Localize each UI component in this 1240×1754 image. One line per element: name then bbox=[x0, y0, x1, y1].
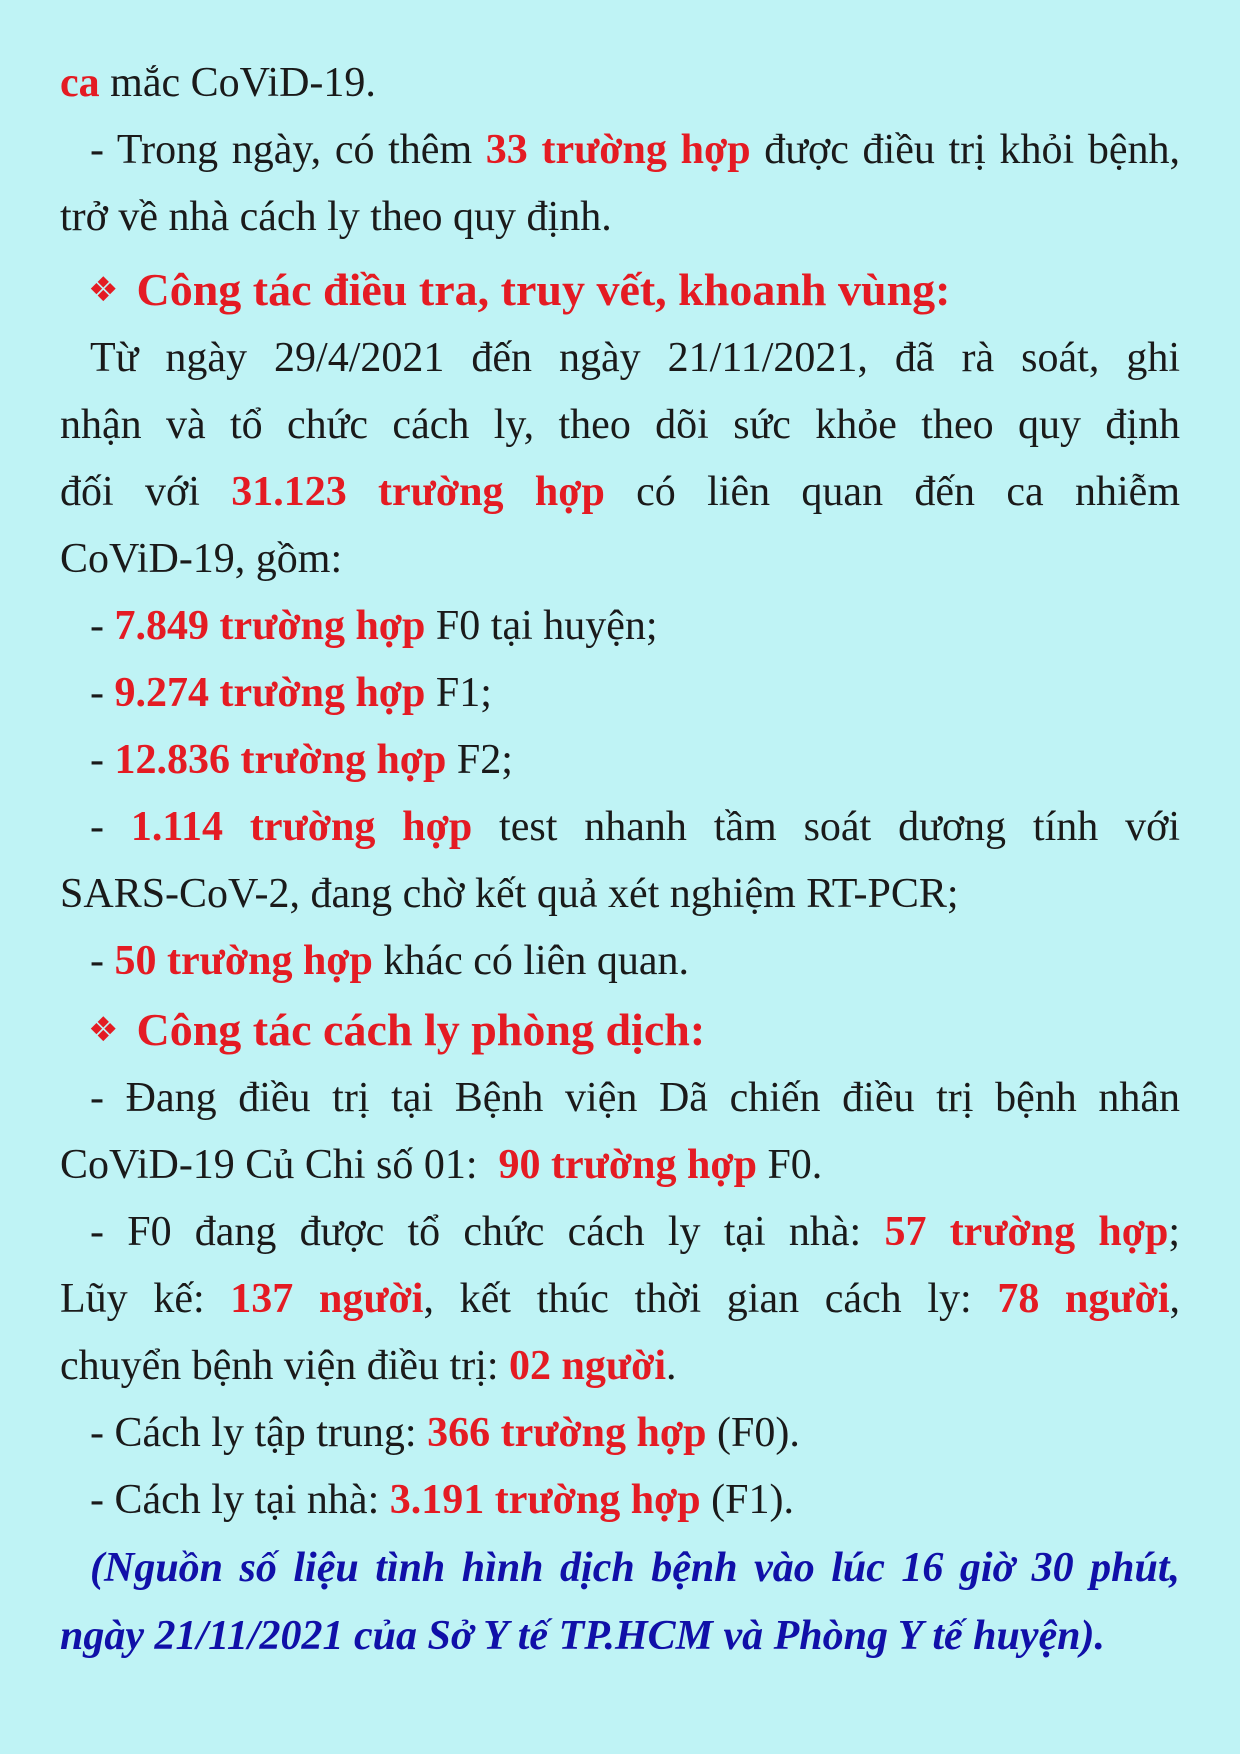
list-item bbox=[60, 593, 1180, 660]
highlight-count: 50 trường hợp bbox=[114, 938, 373, 984]
paragraph-tracing-l4: CoViD-19, gồm: bbox=[60, 536, 343, 582]
text: F1; bbox=[425, 670, 492, 716]
text: - Trong ngày, có thêm bbox=[90, 127, 486, 173]
paragraph-home-f0-l1 bbox=[60, 1199, 1180, 1266]
text: - F0 đang được tổ chức cách ly tại nhà: bbox=[90, 1209, 885, 1255]
paragraph-hospital-l1: - Đang điều trị tại Bệnh viện Dã chiến điều trị bệnh nhân bbox=[90, 1075, 1180, 1121]
dash: - bbox=[90, 938, 115, 984]
highlight-count: 137 người bbox=[230, 1276, 424, 1322]
list-item bbox=[60, 794, 1180, 861]
dash: - bbox=[90, 670, 115, 716]
section-heading-isolation bbox=[60, 995, 1180, 1065]
text: - Cách ly tập trung: bbox=[90, 1410, 428, 1456]
text: chuyển bệnh viện điều trị: bbox=[60, 1343, 510, 1389]
text: CoViD-19 Củ Chi số 01: bbox=[60, 1142, 499, 1188]
highlight-count: 57 trường hợp bbox=[884, 1209, 1169, 1255]
paragraph-home-f0-l3 bbox=[60, 1333, 1180, 1400]
text: F0. bbox=[756, 1142, 823, 1188]
source-note-l2: ngày 21/11/2021 của Sở Y tế TP.HCM và Phòng Y tế huyện). bbox=[60, 1613, 1105, 1659]
text: , bbox=[1169, 1276, 1180, 1322]
text: được điều trị khỏi bệnh, bbox=[750, 127, 1180, 173]
dash: - bbox=[90, 737, 115, 783]
section-heading-tracing bbox=[60, 255, 1180, 325]
paragraph-tracing-l1: Từ ngày 29/4/2021 đến ngày 21/11/2021, đã rà soát, ghi bbox=[90, 335, 1180, 381]
diamond-bullet-icon: ❖ bbox=[88, 270, 119, 310]
paragraph-centralized bbox=[60, 1400, 1180, 1467]
highlight-count: 90 trường hợp bbox=[498, 1142, 757, 1188]
text: Lũy kế: bbox=[60, 1276, 231, 1322]
paragraph-intro bbox=[60, 50, 1180, 117]
highlight-count: 12.836 trường hợp bbox=[114, 737, 447, 783]
text: - Cách ly tại nhà: bbox=[90, 1477, 390, 1523]
text: F2; bbox=[446, 737, 513, 783]
highlight-count: 02 người bbox=[509, 1343, 667, 1389]
highlight-count: 33 trường hợp bbox=[485, 127, 751, 173]
text: test nhanh tầm soát dương tính với bbox=[472, 804, 1180, 850]
paragraph-home-f1 bbox=[60, 1467, 1180, 1534]
paragraph-recovered bbox=[60, 117, 1180, 184]
paragraph-recovered-cont: trở về nhà cách ly theo quy định. bbox=[60, 194, 612, 240]
heading-text: Công tác điều tra, truy vết, khoanh vùng: bbox=[136, 264, 951, 315]
paragraph-tracing-l3 bbox=[60, 459, 1180, 526]
heading-text: Công tác cách ly phòng dịch: bbox=[136, 1004, 706, 1055]
source-note-l1: (Nguồn số liệu tình hình dịch bệnh vào lúc 16 giờ 30 phút, bbox=[90, 1545, 1180, 1591]
highlight-count: ca bbox=[60, 60, 100, 106]
dash: - bbox=[90, 603, 115, 649]
diamond-bullet-icon: ❖ bbox=[88, 1010, 119, 1050]
highlight-count: 1.114 trường hợp bbox=[130, 804, 473, 850]
text: mắc CoViD-19. bbox=[99, 60, 376, 106]
highlight-count: 7.849 trường hợp bbox=[114, 603, 426, 649]
paragraph-home-f0-l2 bbox=[60, 1266, 1180, 1333]
list-item bbox=[60, 660, 1180, 727]
highlight-count: 31.123 trường hợp bbox=[231, 469, 605, 515]
text: khác có liên quan. bbox=[372, 938, 689, 984]
dash: - bbox=[90, 804, 131, 850]
text: F0 tại huyện; bbox=[425, 603, 658, 649]
list-item-cont: SARS-CoV-2, đang chờ kết quả xét nghiệm RT-PCR; bbox=[60, 871, 959, 917]
text: . bbox=[666, 1343, 677, 1389]
highlight-count: 366 trường hợp bbox=[427, 1410, 707, 1456]
paragraph-hospital-l2 bbox=[60, 1132, 1180, 1199]
text: (F1). bbox=[700, 1477, 795, 1523]
text: có liên quan đến ca nhiễm bbox=[604, 469, 1180, 515]
paragraph-tracing-l2: nhận và tổ chức cách ly, theo dõi sức khỏe theo quy định bbox=[60, 402, 1180, 448]
text: , kết thúc thời gian cách ly: bbox=[423, 1276, 998, 1322]
highlight-count: 3.191 trường hợp bbox=[389, 1477, 701, 1523]
highlight-count: 78 người bbox=[997, 1276, 1170, 1322]
text: đối với bbox=[60, 469, 232, 515]
text: (F0). bbox=[706, 1410, 800, 1456]
text: ; bbox=[1168, 1209, 1181, 1255]
list-item bbox=[60, 928, 1180, 995]
highlight-count: 9.274 trường hợp bbox=[114, 670, 426, 716]
list-item bbox=[60, 727, 1180, 794]
